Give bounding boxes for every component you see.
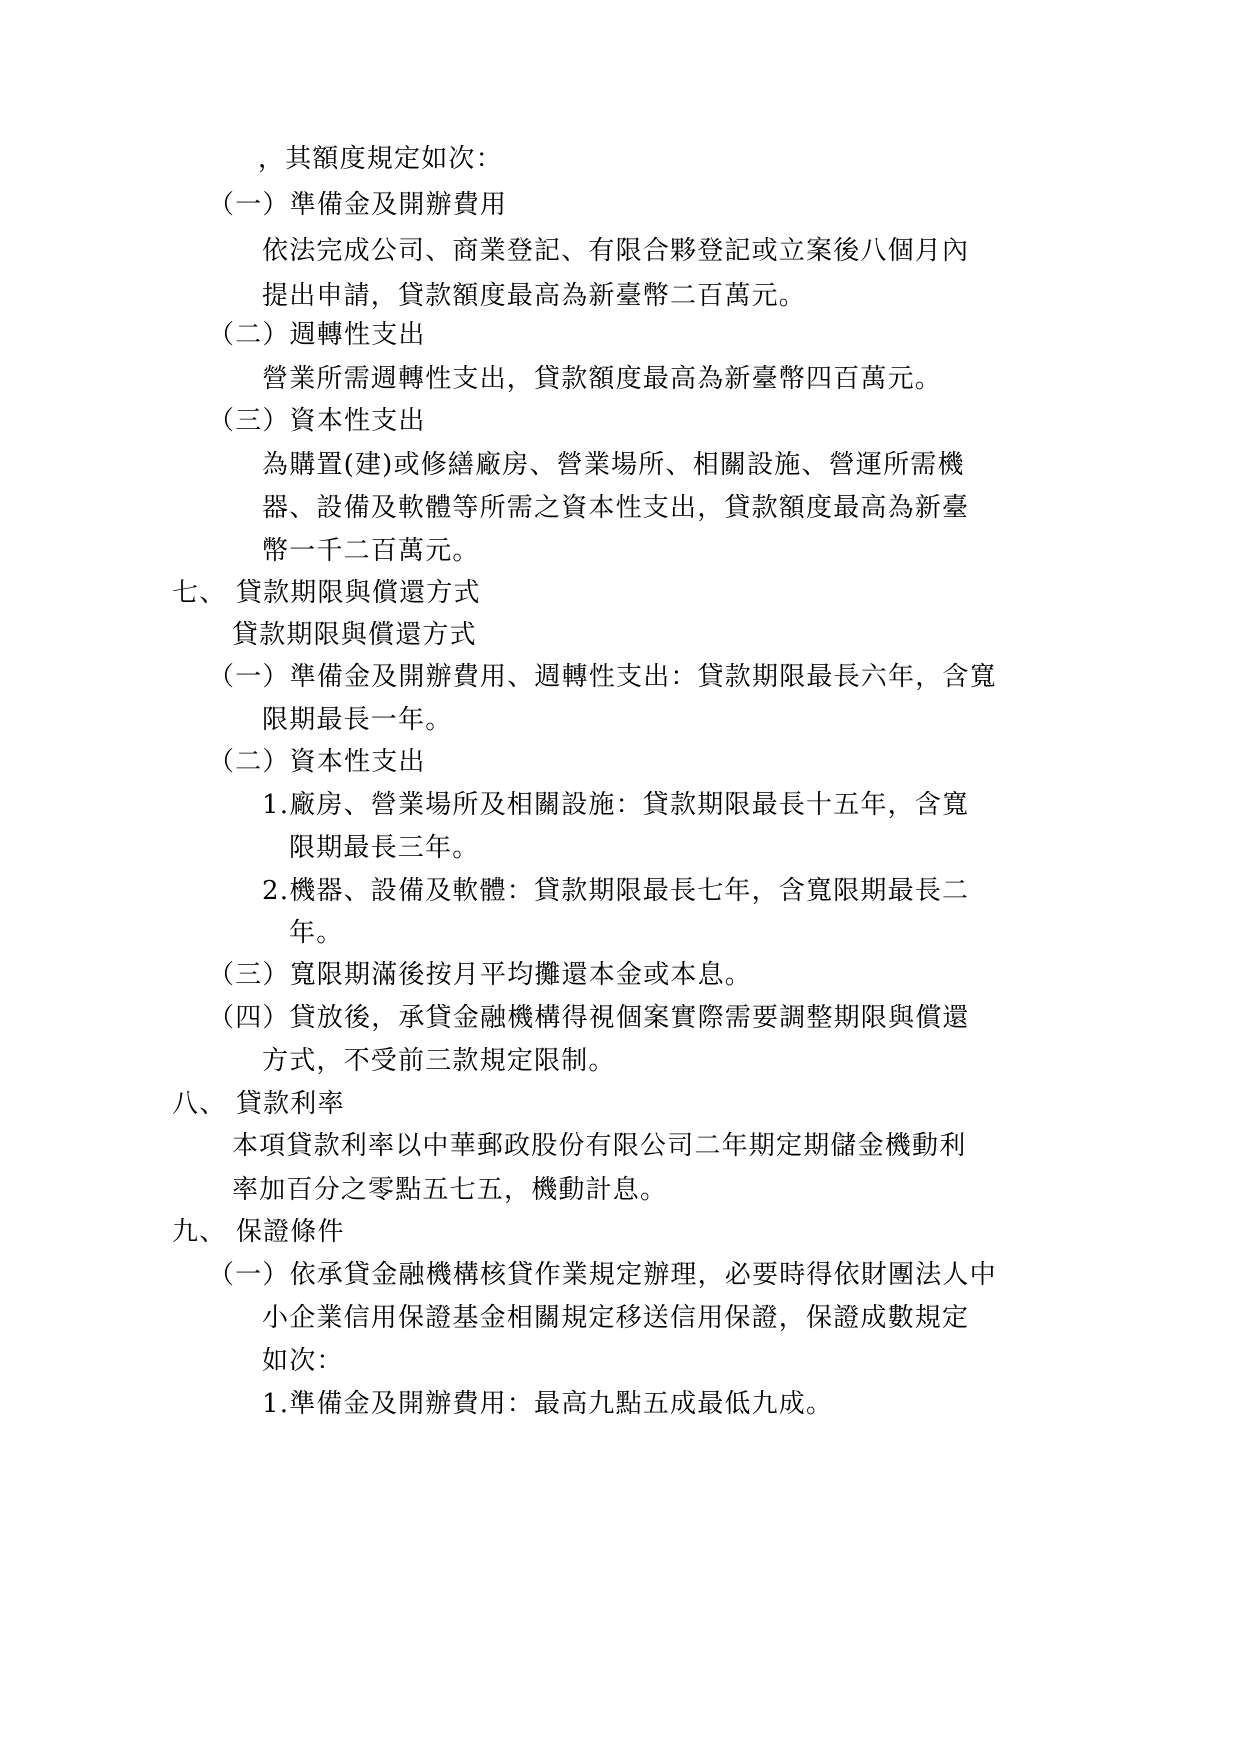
text-line: ，其額度規定如次： bbox=[258, 144, 503, 174]
text-line: 營業所需週轉性支出，貸款額度最高為新臺幣四百萬元。 bbox=[262, 364, 943, 394]
subsection-heading: （四）貸放後，承貸金融機構得視個案實際需要調整期限與償還 bbox=[208, 1003, 970, 1033]
text-line: 提出申請，貸款額度最高為新臺幣二百萬元。 bbox=[262, 281, 807, 311]
list-item: 1.準備金及開辦費用：最高九點五成最低九成。 bbox=[262, 1389, 834, 1419]
text-line: 依法完成公司、商業登記、有限合夥登記或立案後八個月內 bbox=[262, 236, 970, 266]
list-item: 1.廠房、營業場所及相關設施：貸款期限最長十五年，含寬 bbox=[262, 790, 970, 820]
text-line: 方式，不受前三款規定限制。 bbox=[262, 1046, 616, 1076]
subsection-heading: （三）寬限期滿後按月平均攤還本金或本息。 bbox=[208, 960, 753, 990]
text-line: 限期最長一年。 bbox=[262, 705, 453, 735]
subsection-heading: （二）週轉性支出 bbox=[208, 320, 426, 350]
text-line: 小企業信用保證基金相關規定移送信用保證，保證成數規定 bbox=[262, 1303, 970, 1333]
subsection-heading: （二）資本性支出 bbox=[208, 747, 426, 777]
text-line: 貸款期限與償還方式 bbox=[232, 620, 477, 650]
text-line: 幣一千二百萬元。 bbox=[262, 536, 480, 566]
text-line: 限期最長三年。 bbox=[289, 833, 480, 863]
list-item: 2.機器、設備及軟體：貸款期限最長七年，含寬限期最長二 bbox=[262, 876, 970, 906]
section-heading: 八、 貸款利率 bbox=[172, 1089, 345, 1119]
text-line: 本項貸款利率以中華郵政股份有限公司二年期定期儲金機動利 bbox=[232, 1131, 967, 1161]
subsection-heading: （一）準備金及開辦費用 bbox=[208, 190, 508, 220]
text-line: 器、設備及軟體等所需之資本性支出，貸款額度最高為新臺 bbox=[262, 493, 970, 523]
subsection-heading: （一）依承貸金融機構核貸作業規定辦理，必要時得依財團法人中 bbox=[208, 1260, 997, 1290]
text-line: 率加百分之零點五七五，機動計息。 bbox=[232, 1175, 668, 1205]
text-line: 為購置(建)或修繕廠房、營業場所、相關設施、營運所需機 bbox=[262, 450, 965, 480]
subsection-heading: （一）準備金及開辦費用、週轉性支出：貸款期限最長六年，含寬 bbox=[208, 662, 997, 692]
section-heading: 七、 貸款期限與償還方式 bbox=[172, 578, 481, 608]
text-line: 年。 bbox=[289, 918, 344, 948]
text-line: 如次： bbox=[262, 1346, 344, 1376]
subsection-heading: （三）資本性支出 bbox=[208, 406, 426, 436]
section-heading: 九、 保證條件 bbox=[172, 1217, 345, 1247]
